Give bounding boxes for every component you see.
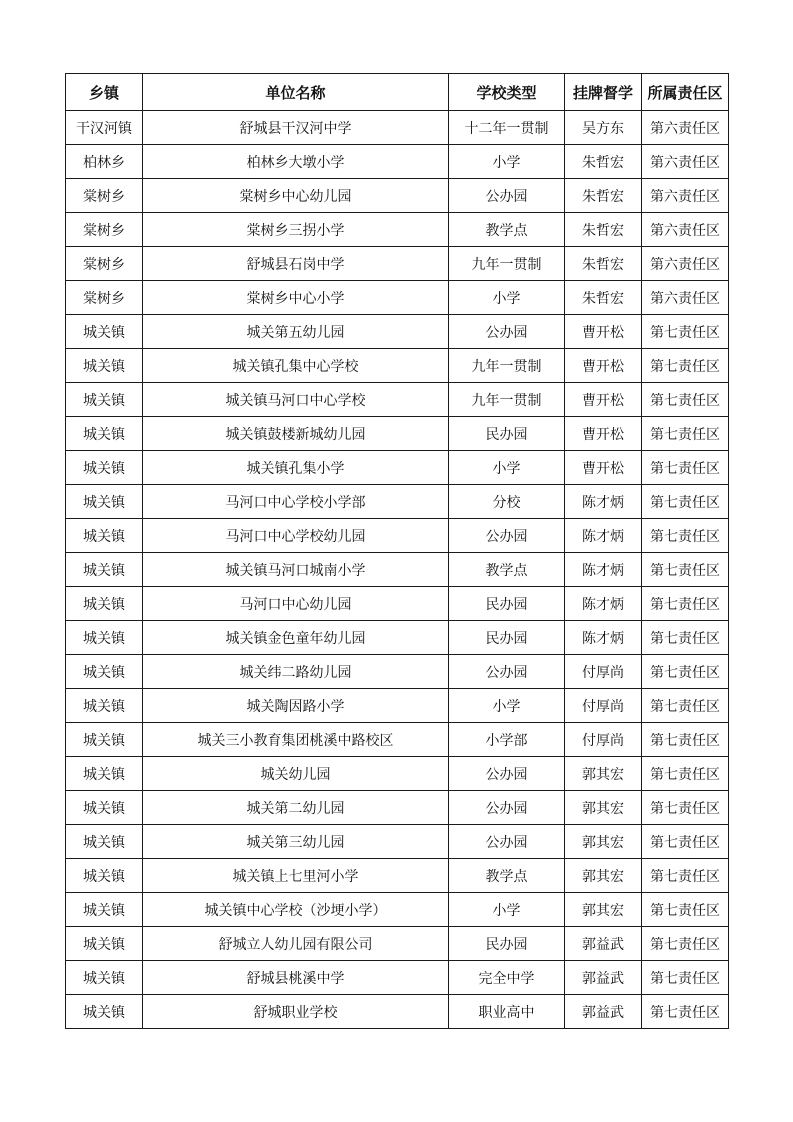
- cell-district: 第七责任区: [642, 791, 729, 825]
- cell-unit-name: 城关镇孔集小学: [143, 451, 449, 485]
- table-row: [66, 791, 729, 825]
- table-row: [66, 213, 729, 247]
- cell-unit-name: 棠树乡中心小学: [143, 281, 449, 315]
- table-row: [66, 825, 729, 859]
- cell-supervisor: 曹开松: [565, 315, 642, 349]
- cell-township: 城关镇: [66, 417, 143, 451]
- table-row: [66, 689, 729, 723]
- header-unit-name: 单位名称: [143, 74, 449, 111]
- cell-school-type: 民办园: [449, 417, 565, 451]
- cell-supervisor: 郭其宏: [565, 893, 642, 927]
- cell-township: 城关镇: [66, 451, 143, 485]
- table-row: [66, 995, 729, 1029]
- cell-unit-name: 马河口中心幼儿园: [143, 587, 449, 621]
- cell-district: 第七责任区: [642, 553, 729, 587]
- cell-school-type: 十二年一贯制: [449, 111, 565, 145]
- cell-unit-name: 马河口中心学校幼儿园: [143, 519, 449, 553]
- cell-unit-name: 城关镇上七里河小学: [143, 859, 449, 893]
- cell-township: 干汉河镇: [66, 111, 143, 145]
- cell-township: 城关镇: [66, 927, 143, 961]
- cell-supervisor: 付厚尚: [565, 689, 642, 723]
- cell-supervisor: 郭其宏: [565, 791, 642, 825]
- table-row: [66, 281, 729, 315]
- cell-township: 城关镇: [66, 553, 143, 587]
- table-row: [66, 111, 729, 145]
- cell-supervisor: 朱哲宏: [565, 247, 642, 281]
- cell-township: 城关镇: [66, 315, 143, 349]
- header-district: 所属责任区: [642, 74, 729, 111]
- cell-township: 城关镇: [66, 349, 143, 383]
- cell-district: 第七责任区: [642, 995, 729, 1029]
- cell-township: 城关镇: [66, 485, 143, 519]
- cell-township: 城关镇: [66, 791, 143, 825]
- table-row: [66, 723, 729, 757]
- cell-school-type: 民办园: [449, 927, 565, 961]
- cell-school-type: 教学点: [449, 553, 565, 587]
- cell-district: 第七责任区: [642, 689, 729, 723]
- cell-township: 棠树乡: [66, 179, 143, 213]
- table-row: [66, 587, 729, 621]
- header-school-type: 学校类型: [449, 74, 565, 111]
- cell-supervisor: 陈才炳: [565, 485, 642, 519]
- cell-township: 柏林乡: [66, 145, 143, 179]
- cell-township: 城关镇: [66, 757, 143, 791]
- cell-school-type: 公办园: [449, 791, 565, 825]
- cell-township: 棠树乡: [66, 213, 143, 247]
- cell-supervisor: 朱哲宏: [565, 145, 642, 179]
- cell-school-type: 公办园: [449, 757, 565, 791]
- cell-supervisor: 陈才炳: [565, 587, 642, 621]
- cell-district: 第六责任区: [642, 247, 729, 281]
- cell-unit-name: 舒城职业学校: [143, 995, 449, 1029]
- cell-supervisor: 郭其宏: [565, 859, 642, 893]
- cell-school-type: 公办园: [449, 655, 565, 689]
- table-row: [66, 349, 729, 383]
- cell-district: 第七责任区: [642, 451, 729, 485]
- cell-unit-name: 舒城县干汉河中学: [143, 111, 449, 145]
- header-township: 乡镇: [66, 74, 143, 111]
- cell-supervisor: 陈才炳: [565, 621, 642, 655]
- cell-school-type: 小学: [449, 893, 565, 927]
- cell-township: 城关镇: [66, 859, 143, 893]
- cell-school-type: 九年一贯制: [449, 247, 565, 281]
- school-supervisor-table: [65, 73, 729, 1029]
- table-row: [66, 383, 729, 417]
- cell-school-type: 公办园: [449, 825, 565, 859]
- cell-district: 第六责任区: [642, 145, 729, 179]
- cell-supervisor: 陈才炳: [565, 553, 642, 587]
- table-row: [66, 893, 729, 927]
- cell-supervisor: 朱哲宏: [565, 213, 642, 247]
- cell-school-type: 完全中学: [449, 961, 565, 995]
- cell-unit-name: 城关纬二路幼儿园: [143, 655, 449, 689]
- cell-unit-name: 舒城县桃溪中学: [143, 961, 449, 995]
- table-row: [66, 655, 729, 689]
- cell-township: 城关镇: [66, 383, 143, 417]
- cell-township: 城关镇: [66, 961, 143, 995]
- cell-school-type: 九年一贯制: [449, 383, 565, 417]
- cell-school-type: 小学: [449, 145, 565, 179]
- table-row: [66, 417, 729, 451]
- table-body: [66, 111, 729, 1029]
- table-row: [66, 553, 729, 587]
- cell-supervisor: 陈才炳: [565, 519, 642, 553]
- table-row: [66, 859, 729, 893]
- table-row: [66, 519, 729, 553]
- cell-district: 第七责任区: [642, 587, 729, 621]
- cell-township: 城关镇: [66, 655, 143, 689]
- cell-district: 第七责任区: [642, 757, 729, 791]
- cell-supervisor: 曹开松: [565, 417, 642, 451]
- cell-unit-name: 马河口中心学校小学部: [143, 485, 449, 519]
- table-row: [66, 145, 729, 179]
- cell-unit-name: 舒城立人幼儿园有限公司: [143, 927, 449, 961]
- cell-school-type: 教学点: [449, 213, 565, 247]
- cell-school-type: 民办园: [449, 621, 565, 655]
- cell-district: 第七责任区: [642, 859, 729, 893]
- cell-unit-name: 城关镇孔集中心学校: [143, 349, 449, 383]
- table-row: [66, 451, 729, 485]
- cell-school-type: 小学: [449, 281, 565, 315]
- cell-supervisor: 郭益武: [565, 995, 642, 1029]
- cell-district: 第七责任区: [642, 349, 729, 383]
- cell-district: 第七责任区: [642, 825, 729, 859]
- table-row: [66, 179, 729, 213]
- cell-supervisor: 曹开松: [565, 451, 642, 485]
- cell-district: 第六责任区: [642, 111, 729, 145]
- cell-district: 第七责任区: [642, 315, 729, 349]
- cell-unit-name: 城关陶因路小学: [143, 689, 449, 723]
- table-header-row: [66, 74, 729, 111]
- cell-unit-name: 城关幼儿园: [143, 757, 449, 791]
- cell-school-type: 教学点: [449, 859, 565, 893]
- cell-district: 第七责任区: [642, 927, 729, 961]
- cell-district: 第七责任区: [642, 519, 729, 553]
- cell-school-type: 公办园: [449, 315, 565, 349]
- cell-district: 第六责任区: [642, 179, 729, 213]
- cell-unit-name: 棠树乡中心幼儿园: [143, 179, 449, 213]
- cell-unit-name: 城关镇金色童年幼儿园: [143, 621, 449, 655]
- table-row: [66, 757, 729, 791]
- cell-township: 城关镇: [66, 519, 143, 553]
- cell-district: 第七责任区: [642, 485, 729, 519]
- cell-supervisor: 曹开松: [565, 349, 642, 383]
- cell-unit-name: 柏林乡大墩小学: [143, 145, 449, 179]
- cell-supervisor: 郭益武: [565, 961, 642, 995]
- cell-township: 城关镇: [66, 689, 143, 723]
- cell-township: 城关镇: [66, 893, 143, 927]
- cell-unit-name: 舒城县石岗中学: [143, 247, 449, 281]
- cell-district: 第七责任区: [642, 961, 729, 995]
- cell-district: 第七责任区: [642, 621, 729, 655]
- table-row: [66, 621, 729, 655]
- cell-district: 第七责任区: [642, 417, 729, 451]
- cell-district: 第六责任区: [642, 281, 729, 315]
- cell-supervisor: 郭其宏: [565, 825, 642, 859]
- cell-unit-name: 城关镇马河口中心学校: [143, 383, 449, 417]
- cell-township: 城关镇: [66, 621, 143, 655]
- cell-school-type: 公办园: [449, 519, 565, 553]
- cell-township: 城关镇: [66, 995, 143, 1029]
- cell-district: 第六责任区: [642, 213, 729, 247]
- cell-district: 第七责任区: [642, 383, 729, 417]
- cell-supervisor: 郭益武: [565, 927, 642, 961]
- cell-school-type: 小学: [449, 689, 565, 723]
- cell-supervisor: 郭其宏: [565, 757, 642, 791]
- cell-school-type: 小学部: [449, 723, 565, 757]
- header-supervisor: 挂牌督学: [565, 74, 642, 111]
- cell-township: 棠树乡: [66, 247, 143, 281]
- cell-district: 第七责任区: [642, 655, 729, 689]
- cell-school-type: 九年一贯制: [449, 349, 565, 383]
- cell-school-type: 公办园: [449, 179, 565, 213]
- cell-supervisor: 朱哲宏: [565, 281, 642, 315]
- cell-unit-name: 棠树乡三拐小学: [143, 213, 449, 247]
- cell-district: 第七责任区: [642, 893, 729, 927]
- cell-supervisor: 付厚尚: [565, 723, 642, 757]
- cell-unit-name: 城关第三幼儿园: [143, 825, 449, 859]
- table-row: [66, 961, 729, 995]
- cell-unit-name: 城关三小教育集团桃溪中路校区: [143, 723, 449, 757]
- cell-supervisor: 吴方东: [565, 111, 642, 145]
- table-row: [66, 315, 729, 349]
- cell-school-type: 小学: [449, 451, 565, 485]
- cell-supervisor: 付厚尚: [565, 655, 642, 689]
- cell-school-type: 职业高中: [449, 995, 565, 1029]
- cell-township: 城关镇: [66, 723, 143, 757]
- cell-unit-name: 城关第五幼儿园: [143, 315, 449, 349]
- cell-supervisor: 曹开松: [565, 383, 642, 417]
- cell-district: 第七责任区: [642, 723, 729, 757]
- cell-unit-name: 城关镇马河口城南小学: [143, 553, 449, 587]
- cell-unit-name: 城关镇中心学校（沙埂小学）: [143, 893, 449, 927]
- cell-school-type: 分校: [449, 485, 565, 519]
- cell-supervisor: 朱哲宏: [565, 179, 642, 213]
- cell-township: 棠树乡: [66, 281, 143, 315]
- cell-unit-name: 城关镇鼓楼新城幼儿园: [143, 417, 449, 451]
- cell-unit-name: 城关第二幼儿园: [143, 791, 449, 825]
- cell-township: 城关镇: [66, 825, 143, 859]
- table-row: [66, 247, 729, 281]
- cell-school-type: 民办园: [449, 587, 565, 621]
- table-row: [66, 927, 729, 961]
- table-row: [66, 485, 729, 519]
- cell-township: 城关镇: [66, 587, 143, 621]
